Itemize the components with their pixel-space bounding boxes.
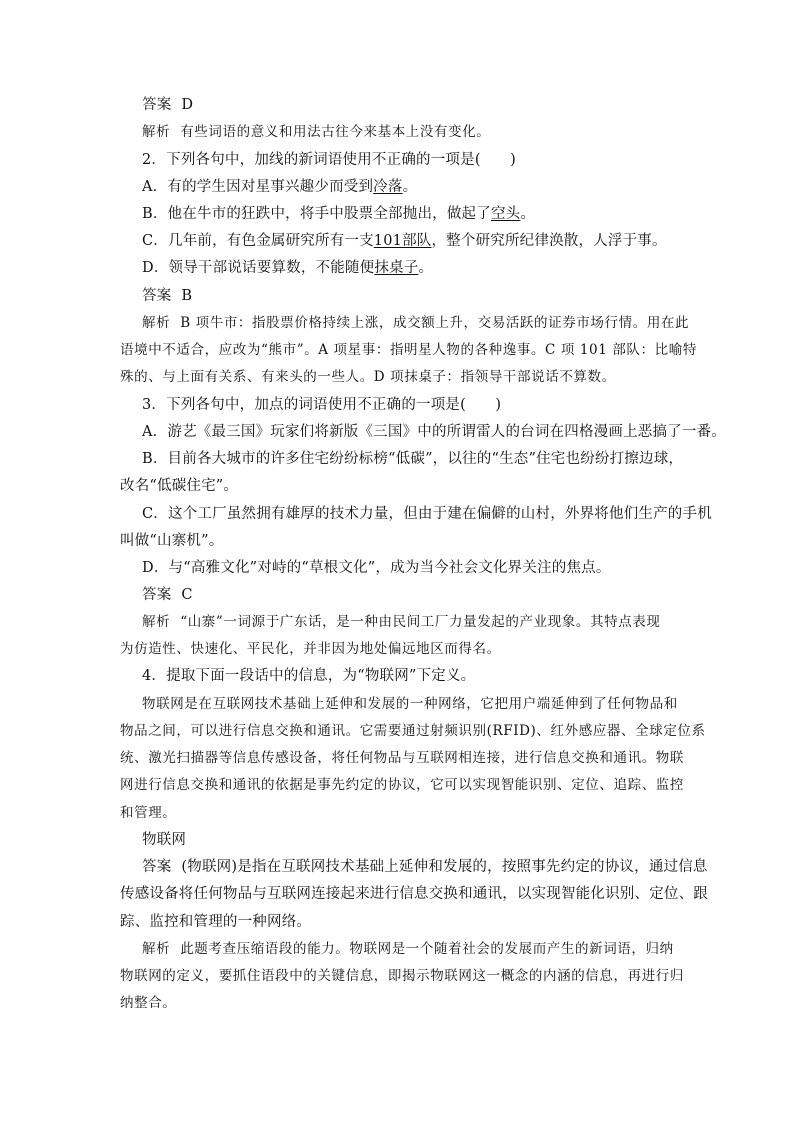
q4-analysis-line-1	[142, 940, 682, 958]
underlined-term: 101部队	[373, 233, 432, 249]
answer-label: 答案	[142, 97, 172, 113]
q2-option-c	[142, 232, 682, 250]
analysis-text: 此题考查压缩语段的能力。物联网是一个随着社会的发展而产生的新词语，归纳	[180, 941, 674, 957]
answer-label: 答案	[142, 587, 172, 603]
q3-analysis-line-1	[142, 613, 682, 631]
answer-label: 答案	[142, 288, 172, 304]
q3-stem: 3．下列各句中，加点的词语使用不正确的一项是( )	[142, 397, 502, 413]
answer-value: C	[181, 587, 193, 603]
q1-answer	[142, 96, 682, 114]
q4-answer-line-2: 传感设备将任何物品与互联网连接起来进行信息交换和通讯，以实现智能化识别、定位、跟	[120, 886, 708, 902]
option-text: D．领导干部说话要算数，不能随便	[142, 260, 375, 276]
q4-stem: 4．提取下面一段话中的信息，为“物联网”下定义。	[142, 668, 476, 684]
q4-passage-line-2: 物品之间，可以进行信息交换和通讯。它需要通过射频识别(RFID)、红外感应器、全球定位系	[120, 723, 706, 739]
q3-option-b-cont: 改名“低碳住宅”。	[120, 478, 239, 494]
option-text-end: 。	[402, 179, 418, 195]
answer-value: B	[181, 288, 193, 304]
q3-option-c-cont: 叫做“山寨机”。	[120, 533, 224, 549]
q3-option-c: C．这个工厂虽然拥有雄厚的技术力量，但由于建在偏僻的山村，外界将他们生产的手机	[142, 506, 712, 522]
q3-option-a: A．游艺《最三国》玩家们将新版《三国》中的所谓雷人的台词在四格漫画上恶搞了一番。	[142, 424, 726, 440]
answer-text: (物联网)是指在互联网技术基础上延伸和发展的，按照事先约定的协议，通过信息	[181, 859, 708, 875]
analysis-label: 解析	[142, 941, 171, 957]
q2-option-a	[142, 178, 682, 196]
q2-analysis-line-1	[142, 314, 690, 332]
q3-analysis-line-2: 为仿造性、快速化、平民化，并非因为地处偏远地区而得名。	[120, 641, 501, 657]
analysis-text: 有些词语的意义和用法古往今来基本上没有变化。	[180, 124, 491, 140]
option-text: A．有的学生因对星事兴趣少而受到	[142, 179, 374, 195]
q4-analysis-line-2: 物联网的定义，要抓住语段中的关键信息，即揭示物联网这一概念的内涵的信息，再进行归	[120, 968, 684, 984]
q4-answer-line-1	[142, 858, 708, 876]
answer-label: 答案	[142, 859, 172, 875]
q2-analysis-line-2: 语境中不适合，应改为“熊市”。A 项星事：指明星人物的各种逸事。C 项 101 部队：比喻特	[120, 342, 697, 358]
option-text-end: ，整个研究所纪律涣散，人浮于事。	[431, 233, 667, 249]
q4-answer-line-3: 踪、监控和管理的一种网络。	[120, 914, 312, 930]
underlined-term: 抹桌子	[374, 260, 419, 276]
q4-analysis-line-3: 纳整合。	[120, 995, 177, 1011]
underlined-term: 空头	[490, 206, 521, 222]
q1-analysis	[142, 123, 682, 141]
analysis-label: 解析	[142, 614, 171, 630]
q3-option-d: D．与“高雅文化”对峙的“草根文化”，成为当今社会文化界关注的焦点。	[142, 560, 611, 576]
analysis-label: 解析	[142, 315, 171, 331]
underlined-term: 冷落	[373, 179, 403, 195]
q3-option-b: B．目前各大城市的许多住宅纷纷标榜“低碳”，以往的“生态”住宅也纷纷打擦边球，	[142, 451, 684, 467]
option-text-end: 。	[520, 206, 536, 222]
q3-answer	[142, 586, 682, 604]
q2-option-d	[142, 259, 682, 277]
q4-passage-line-4: 网进行信息交换和通讯的依据是事先约定的协议，它可以实现智能识别、定位、追踪、监控	[120, 777, 684, 793]
analysis-text: “山寨”一词源于广东话，是一种由民间工厂力量发起的产业现象。其特点表现	[180, 614, 661, 630]
option-text: C．几年前，有色金属研究所有一支	[142, 233, 374, 249]
q2-stem: 2．下列各句中，加线的新词语使用不正确的一项是( )	[142, 152, 516, 168]
q4-blank-label: 物联网	[142, 832, 187, 848]
q2-analysis-line-3: 殊的、与上面有关系、有来头的一些人。D 项抹桌子：指领导干部说话不算数。	[120, 369, 616, 385]
option-text-end: 。	[418, 260, 434, 276]
q2-option-b	[142, 205, 682, 223]
option-text: B．他在牛市的狂跌中，将手中股票全部抛出，做起了	[142, 206, 491, 222]
analysis-text: B 项牛市：指股票价格持续上涨，成交额上升，交易活跃的证券市场行情。用在此	[180, 315, 690, 331]
q4-passage-line-3: 统、激光扫描器等信息传感设备，将任何物品与互联网相连接，进行信息交换和通讯。物联	[120, 750, 684, 766]
q4-passage-line-5: 和管理。	[120, 805, 177, 821]
q2-answer	[142, 287, 682, 305]
analysis-label: 解析	[142, 124, 171, 140]
q4-passage-line-1: 物联网是在互联网技术基础上延伸和发展的一种网络，它把用户端延伸到了任何物品和	[142, 696, 678, 712]
answer-value: D	[181, 97, 194, 113]
